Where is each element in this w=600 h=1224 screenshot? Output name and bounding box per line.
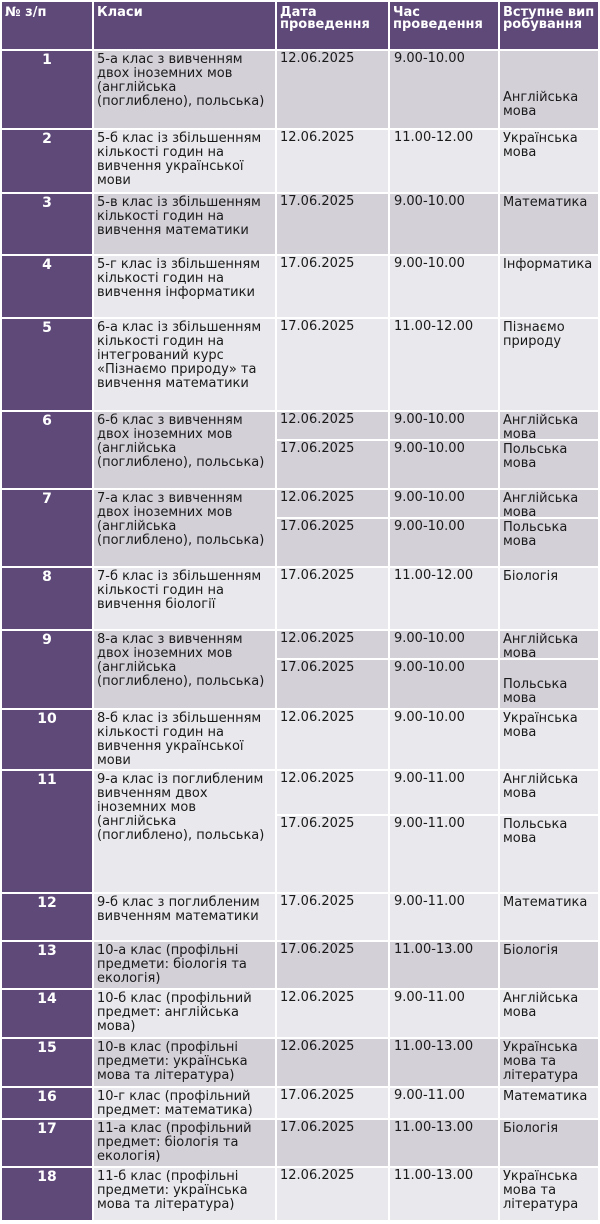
test-cell: Англійська мова [500,490,598,517]
row-number: 6 [2,412,92,488]
time-cell: 9.00-11.00 [390,990,498,1037]
time-cell: 9.00-10.00 [390,490,498,517]
row-number: 9 [2,631,92,708]
date-cell: 17.06.2025 [277,1120,388,1166]
header-tests: Вступне випробування [500,2,598,49]
date-cell: 17.06.2025 [277,256,388,317]
time-cell: 9.00-11.00 [390,894,498,940]
test-cell: Математика [500,1088,598,1118]
class-name-cell: 7-а клас з вивченням двох іноземних мов (англійська (поглиблено), польська) [94,490,275,566]
test-cell: Біологія [500,568,598,629]
date-cell: 12.06.2025 [277,771,388,814]
test-cell: Польська мова [500,441,598,488]
row-number: 5 [2,319,92,410]
time-cell: 11.00-12.00 [390,568,498,629]
date-cell: 12.06.2025 [277,51,388,128]
date-cell: 12.06.2025 [277,710,388,769]
class-name-cell: 5-а клас з вивченням двох іноземних мов (англійська (поглиблено), польська) [94,51,275,128]
time-cell: 9.00-10.00 [390,519,498,566]
class-name-cell: 5-б клас із збільшенням кількості годин на вивчення української мови [94,130,275,192]
class-name-cell: 6-а клас із збільшенням кількості годин на інтегрований курс «Пізнаємо природу» та вивчення математики [94,319,275,410]
row-number: 17 [2,1120,92,1166]
date-cell: 12.06.2025 [277,130,388,192]
date-cell: 17.06.2025 [277,319,388,410]
date-cell: 17.06.2025 [277,519,388,566]
class-name-cell: 10-а клас (профільні предмети: біологія та екологія) [94,942,275,988]
header-classes: Класи [94,2,275,49]
test-cell: Англійська мова [500,412,598,439]
row-number: 14 [2,990,92,1037]
time-cell: 9.00-11.00 [390,1088,498,1118]
test-cell: Польська мова [500,660,598,708]
row-number: 13 [2,942,92,988]
test-cell: Англійська мова [500,51,598,128]
row-number: 8 [2,568,92,629]
class-name-cell: 11-б клас (профільні предмети: українська мова та література) [94,1168,275,1220]
class-name-cell: 8-а клас з вивченням двох іноземних мов (англійська (поглиблено), польська) [94,631,275,708]
time-cell: 9.00-10.00 [390,51,498,128]
date-cell: 17.06.2025 [277,660,388,708]
test-cell: Англійська мова [500,771,598,814]
test-cell: Англійська мова [500,990,598,1037]
row-number: 2 [2,130,92,192]
test-cell: Польська мова [500,519,598,566]
test-cell: Польська мова [500,816,598,892]
time-cell: 9.00-10.00 [390,256,498,317]
time-cell: 9.00-11.00 [390,816,498,892]
date-cell: 12.06.2025 [277,412,388,439]
test-cell: Українська мова [500,130,598,192]
row-number: 15 [2,1039,92,1086]
row-number: 4 [2,256,92,317]
class-name-cell: 5-в клас із збільшенням кількості годин на вивчення математики [94,194,275,254]
time-cell: 11.00-13.00 [390,942,498,988]
time-cell: 9.00-10.00 [390,631,498,658]
test-cell: Пізнаємо природу [500,319,598,410]
test-cell: Інформатика [500,256,598,317]
row-number: 16 [2,1088,92,1118]
date-cell: 17.06.2025 [277,441,388,488]
test-cell: Українська мова та література [500,1168,598,1220]
row-number: 1 [2,51,92,128]
row-number: 18 [2,1168,92,1220]
date-cell: 12.06.2025 [277,1168,388,1220]
test-cell: Математика [500,194,598,254]
time-cell: 9.00-10.00 [390,441,498,488]
class-name-cell: 11-а клас (профільний предмет: біологія та екологія) [94,1120,275,1166]
row-number: 10 [2,710,92,769]
date-cell: 12.06.2025 [277,990,388,1037]
class-name-cell: 10-г клас (профільний предмет: математика) [94,1088,275,1118]
time-cell: 11.00-12.00 [390,130,498,192]
date-cell: 17.06.2025 [277,894,388,940]
date-cell: 12.06.2025 [277,1039,388,1086]
class-name-cell: 10-б клас (профільний предмет: англійська мова) [94,990,275,1037]
header-time: Час проведення [390,2,498,49]
row-number: 3 [2,194,92,254]
test-cell: Українська мова та література [500,1039,598,1086]
class-name-cell: 6-б клас з вивченням двох іноземних мов (англійська (поглиблено), польська) [94,412,275,488]
date-cell: 12.06.2025 [277,631,388,658]
class-name-cell: 9-а клас із поглибленим вивченням двох іноземних мов (англійська (поглиблено), польська) [94,771,275,892]
time-cell: 11.00-13.00 [390,1168,498,1220]
date-cell: 17.06.2025 [277,942,388,988]
time-cell: 9.00-10.00 [390,660,498,708]
class-name-cell: 5-г клас із збільшенням кількості годин на вивчення інформатики [94,256,275,317]
test-cell: Українська мова [500,710,598,769]
class-name-cell: 7-б клас із збільшенням кількості годин на вивчення біології [94,568,275,629]
test-cell: Англійська мова [500,631,598,658]
time-cell: 11.00-12.00 [390,319,498,410]
date-cell: 17.06.2025 [277,568,388,629]
row-number: 11 [2,771,92,892]
date-cell: 17.06.2025 [277,816,388,892]
row-number: 7 [2,490,92,566]
header-date: Дата проведення [277,2,388,49]
row-number: 12 [2,894,92,940]
test-cell: Біологія [500,1120,598,1166]
class-name-cell: 10-в клас (профільні предмети: українська мова та література) [94,1039,275,1086]
time-cell: 9.00-11.00 [390,771,498,814]
date-cell: 12.06.2025 [277,490,388,517]
time-cell: 9.00-10.00 [390,710,498,769]
test-cell: Біологія [500,942,598,988]
time-cell: 11.00-13.00 [390,1120,498,1166]
test-cell: Математика [500,894,598,940]
class-name-cell: 9-б клас з поглибленим вивченням математики [94,894,275,940]
header-num: № з/п [2,2,92,49]
time-cell: 9.00-10.00 [390,194,498,254]
class-name-cell: 8-б клас із збільшенням кількості годин на вивчення української мови [94,710,275,769]
date-cell: 17.06.2025 [277,1088,388,1118]
date-cell: 17.06.2025 [277,194,388,254]
time-cell: 9.00-10.00 [390,412,498,439]
time-cell: 11.00-13.00 [390,1039,498,1086]
